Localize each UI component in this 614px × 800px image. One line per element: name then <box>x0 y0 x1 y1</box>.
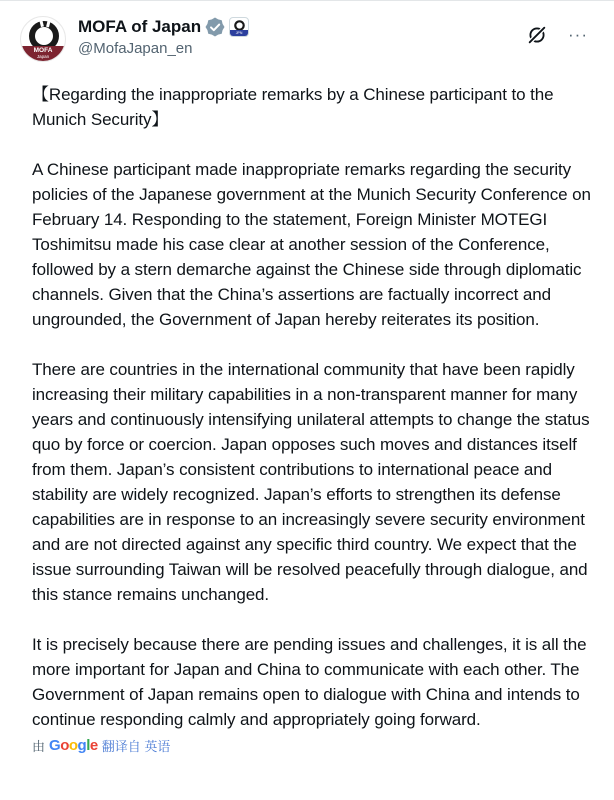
display-name[interactable]: MOFA of Japan <box>78 17 202 36</box>
translate-attribution <box>32 736 592 755</box>
avatar[interactable] <box>20 16 66 62</box>
google-letter: o <box>60 737 69 754</box>
google-letter: e <box>89 737 98 754</box>
tweet-card <box>0 1 614 755</box>
translated-from-link[interactable]: 翻译自 英语 <box>101 739 171 754</box>
tweet-paragraph-3: It is precisely because there are pending issues and challenges, it is all the more important for Japan and China to communicate with each other. The Government of Japan remains open to dialogue with China and intends to continue responding calmly and appropriately going forward. <box>32 635 587 729</box>
translate-prefix: 由 <box>32 739 46 754</box>
tweet-header <box>20 16 592 62</box>
user-handle[interactable]: @MofaJapan_en <box>78 40 193 57</box>
google-letter: l <box>86 737 90 754</box>
google-letter: G <box>49 737 61 754</box>
avatar-band: MOFA Japan <box>21 46 65 61</box>
identity-block <box>78 16 249 57</box>
more-icon: ··· <box>568 25 588 44</box>
google-letter: g <box>77 737 87 754</box>
verified-badge-icon <box>205 17 225 37</box>
grok-button[interactable] <box>526 24 548 46</box>
affiliation-badge[interactable] <box>229 17 249 37</box>
tweet-paragraph-2: There are countries in the international community that have been rapidly increasing their military capabilities in a non-transparent manner for many years and continuously intensifying unilateral attempts to change the status quo by force or coercion. Japan opposes such moves and distances itself from them. Japan’s consistent contributions to international peace and stability are widely recognized. Japan’s efforts to strengthen its defense capabilities are in response to an increasingly severe security environment and are not directed against any specific third country. We expect that the issue surrounding Taiwan will be resolved peacefully through dialogue, and this stance remains unchanged. <box>32 360 590 604</box>
more-button[interactable] <box>568 25 588 44</box>
tweet-title-line: 【Regarding the inappropriate remarks by a Chinese participant to the Munich Security】 <box>32 85 554 129</box>
grok-icon <box>526 24 548 46</box>
google-logo <box>49 737 98 754</box>
tweet-text <box>32 82 592 732</box>
header-actions <box>526 16 592 46</box>
affiliation-band: JPN <box>230 30 248 36</box>
tweet-paragraph-1: A Chinese participant made inappropriate remarks regarding the security policies of the Japanese government at the Munich Security Conference on February 14. Responding to the statement, Foreign Minister MOTEGI Toshimitsu made his case clear at another session of the Conference, followed by a stern demarche against the Chinese side through diplomatic channels. Given that the China’s assertions are factually incorrect and ungrounded, the Government of Japan hereby reiterates its position. <box>32 160 591 329</box>
google-letter: o <box>68 737 78 754</box>
